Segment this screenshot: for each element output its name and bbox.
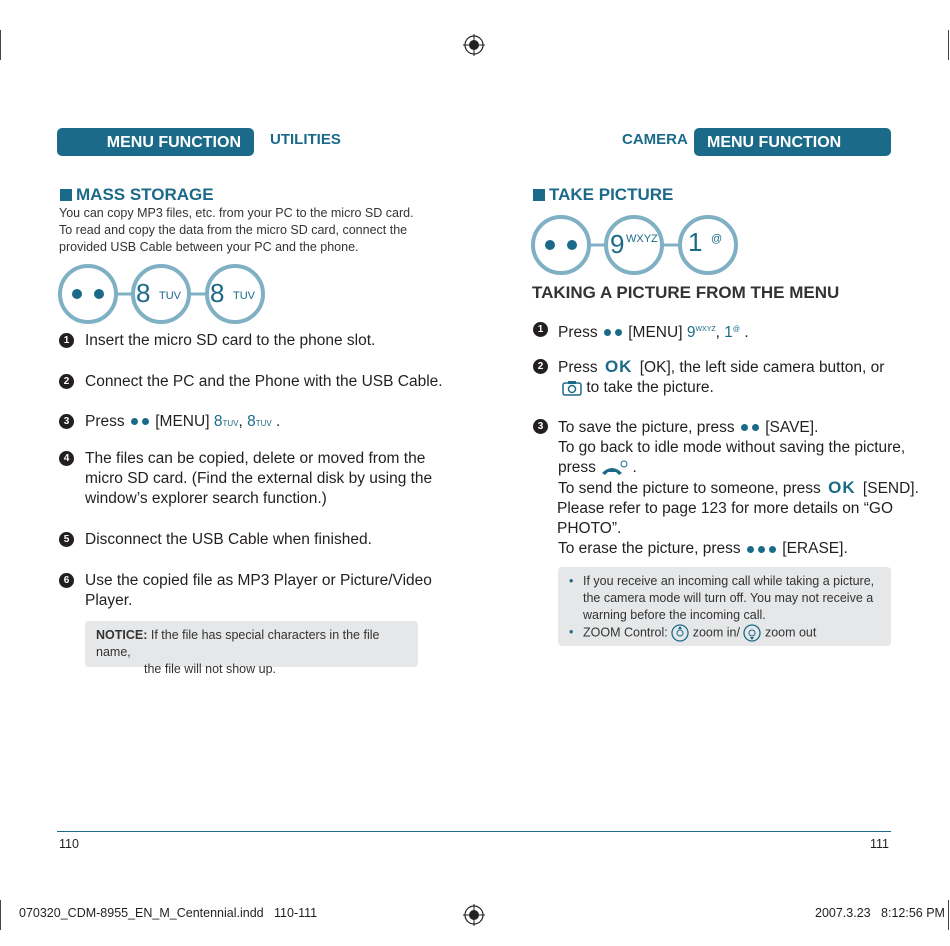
- page-number-left: 110: [59, 837, 79, 851]
- step-line: Use the copied file as MP3 Player or Picture/Video: [85, 572, 432, 589]
- ok-text: [OK], the left side camera button, or: [639, 359, 885, 376]
- step-number-1: 1: [59, 333, 74, 348]
- left-step-6: [85, 571, 432, 611]
- key-letters: @: [711, 233, 723, 245]
- ok-key-icon: OK: [828, 478, 856, 498]
- notice-label: NOTICE:: [96, 628, 148, 642]
- step-number-2: 2: [59, 374, 74, 389]
- step-number-5: 5: [59, 532, 74, 547]
- key-9-icon: $9^{WXYZ}$: [686, 324, 716, 342]
- step-number-6: 6: [59, 573, 74, 588]
- menu-text: [MENU]: [628, 324, 683, 342]
- ok-key-icon: OK: [604, 357, 633, 376]
- notice-line: If the file has special characters in the file name,: [96, 628, 380, 659]
- zoom-tip-item: • ZOOM Control: zoom in/ zoom out: [569, 624, 884, 642]
- step-number-4: 4: [59, 451, 74, 466]
- tips-box: [558, 567, 891, 646]
- page-number-right: 111: [870, 837, 890, 851]
- right-key-sequence: [529, 213, 741, 277]
- left-step-5: Disconnect the USB Cable when finished.: [85, 531, 372, 548]
- step-number-3: 3: [533, 419, 548, 434]
- left-header-bar: [57, 128, 254, 156]
- notice-line: the file will not show up.: [144, 662, 277, 676]
- press-text: Press: [558, 324, 598, 342]
- right-step-1: Press [MENU] $9^{WXYZ}$, 1@ .: [558, 324, 749, 342]
- key-digit: 9: [610, 229, 625, 259]
- tip-item: • If you receive an incoming call while taking a picture, the camera mode will turn off. You may not receive a warning before the incoming call.: [569, 573, 884, 624]
- left-step-2: Connect the PC and the Phone with the USB Cable.: [85, 373, 443, 390]
- dual-dot-key-icon: [602, 323, 624, 343]
- crop-mark: [0, 900, 1, 930]
- step-line: micro SD card. (Find the external disk by using the: [85, 470, 433, 487]
- step-number-2: 2: [533, 359, 548, 374]
- key-letters: TUV: [233, 290, 255, 302]
- right-section-tab: CAMERA: [622, 131, 688, 148]
- right-subheading: TAKING A PICTURE FROM THE MENU: [532, 283, 840, 302]
- key-letters: WXYZ: [626, 233, 658, 245]
- key-1-icon: 1@: [724, 324, 741, 342]
- crop-mark: [948, 30, 949, 60]
- intro-line: You can copy MP3 files, etc. from your PC to the micro SD card.: [59, 206, 414, 220]
- step-line: Player.: [85, 592, 133, 609]
- left-step-1: Insert the micro SD card to the phone slot.: [85, 332, 376, 349]
- registration-mark-icon: [463, 904, 485, 926]
- menu-text: [MENU]: [155, 413, 210, 431]
- key-digit: 8: [210, 278, 225, 308]
- right-heading: [533, 185, 673, 205]
- press-text: Press: [558, 359, 598, 376]
- left-intro: [59, 205, 414, 256]
- notice-box: [85, 621, 418, 676]
- left-step-3: Press [MENU] 8TUV, 8TUV .: [85, 413, 281, 431]
- key-letters: TUV: [159, 290, 181, 302]
- left-heading: [60, 185, 214, 205]
- step-text: to take the picture.: [586, 379, 714, 396]
- intro-line: To read and copy the data from the micro SD card, connect the: [59, 223, 408, 237]
- crop-mark: [948, 900, 949, 930]
- key-digit: 8: [136, 278, 151, 308]
- left-section-tab: UTILITIES: [270, 131, 341, 148]
- right-header-label: MENU FUNCTION: [707, 134, 842, 151]
- right-step-2: [558, 357, 884, 398]
- step-number-3: 3: [59, 414, 74, 429]
- crop-mark: [0, 30, 1, 60]
- step-line: The files can be copied, delete or moved from the: [85, 450, 426, 467]
- press-text: Press: [85, 413, 125, 431]
- key-digit: 1: [688, 227, 703, 257]
- camera-icon: [562, 380, 582, 396]
- step-line: window’s explorer search function.): [85, 490, 327, 507]
- footer-rule: [57, 831, 891, 832]
- end-call-icon: [600, 460, 628, 476]
- footer-timestamp: 2007.3.23 8:12:56 PM: [815, 906, 945, 920]
- footer-file-info: 070320_CDM-8955_EN_M_Centennial.indd 110-111: [19, 906, 318, 920]
- intro-line: provided USB Cable between your PC and the phone.: [59, 240, 359, 254]
- heading-square-icon: [533, 189, 545, 201]
- registration-mark-icon: [463, 34, 485, 56]
- dual-dot-key-icon: [129, 412, 151, 432]
- key-8-icon: 8TUV: [213, 413, 239, 431]
- right-heading-text: TAKE PICTURE: [549, 185, 674, 204]
- zoom-out-nav-icon: [743, 624, 761, 642]
- left-header-label: MENU FUNCTION: [106, 134, 241, 151]
- left-heading-text: MASS STORAGE: [76, 185, 214, 204]
- right-header-bar: [694, 128, 891, 156]
- right-step-3: To save the picture, press [SAVE]. To go back to idle mode without saving the picture, press . To send the picture to someone, press OK [SEND]. Please refer to page 123 for more details on “GO PHOTO”. To erase the picture, press [ERASE].: [557, 419, 919, 558]
- zoom-in-nav-icon: [671, 624, 689, 642]
- heading-square-icon: [60, 189, 72, 201]
- triple-dot-key-icon: [745, 539, 778, 559]
- dual-dot-key-icon: [739, 418, 761, 438]
- left-step-4: [85, 449, 432, 509]
- step-number-1: 1: [533, 322, 548, 337]
- key-8-icon: 8TUV: [247, 413, 272, 431]
